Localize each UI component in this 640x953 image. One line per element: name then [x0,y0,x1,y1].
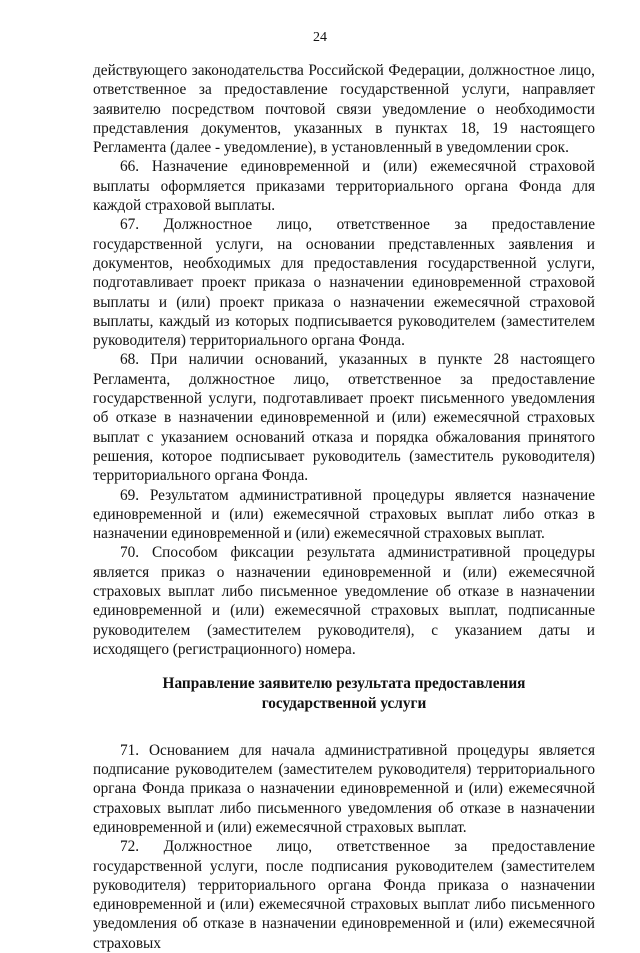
paragraph: действующего законодательства Российской Федерации, должностное лицо, ответственное за предоставление государственной услуги, направляет заявителю посредством почтовой связи уведомление о необходимости представления документов, указанных в пунктах 18, 19 настоящего Регламента (далее - уведомление), в установленный в уведомлении срок. [93,62,595,157]
paragraphs-after-heading [93,741,595,953]
paragraphs-before-heading [93,61,595,659]
paragraph: 71. Основанием для начала административной процедуры является подписание руководителем (заместителем руководителя) территориального органа Фонда приказа о назначении единовременной и (или) ежемесячной страховых выплат либо письменного уведомления об отказе в назначении единовременной и (или) ежемесячной страховых выплат. [93,741,595,836]
section-heading [93,674,595,713]
paragraph: 69. Результатом административной процедуры является назначение единовременной и (или) ежемесячной страховых выплат либо отказ в назначении единовременной и (или) ежемесячной страховых выплат. [93,486,595,543]
paragraph: 68. При наличии оснований, указанных в пункте 28 настоящего Регламента, должностное лицо, ответственное за предоставление государственной услуги, подготавливает проект письменного уведомления об отказе в назначении единовременной и (или) ежемесячной страховых выплат с указанием оснований отказа и порядка обжалования принятого решения, которое подписывает руководитель (заместитель руководителя) территориального органа Фонда. [93,351,595,485]
paragraph: 72. Должностное лицо, ответственное за предоставление государственной услуги, после подписания руководителем (заместителем руководителя) территориального органа Фонда приказа о назначении единовременной и (или) ежемесячной страховых выплат либо письменного уведомления об отказе в назначении единовременной и (или) ежемесячной страховых [93,838,595,952]
page-content [93,61,595,953]
paragraph: 70. Способом фиксации результата административной процедуры является приказ о назначении единовременной и (или) ежемесячной страховых выплат либо письменное уведомление об отказе в назначении единовременной и (или) ежемесячной страховых выплат, подписанные руководителем (заместителем руководителя), с указанием даты и исходящего (регистрационного) номера. [93,544,595,658]
section-heading-line-2: государственной услуги [261,694,427,712]
paragraph: 67. Должностное лицо, ответственное за предоставление государственной услуги, на основании представленных заявления и документов, необходимых для предоставления государственной услуги, подготавливает проект приказа о назначении единовременной страховой выплаты и (или) проект приказа о назначении ежемесячной страховой выплаты, каждый из которых подписывается руководителем (заместителем руководителя) территориального органа Фонда. [93,216,595,350]
page-number: 24 [313,30,327,45]
paragraph: 66. Назначение единовременной и (или) ежемесячной страховой выплаты оформляется приказами территориального органа Фонда для каждой страховой выплаты. [93,158,595,215]
section-heading-line-1: Направление заявителю результата предоставления [162,675,526,693]
